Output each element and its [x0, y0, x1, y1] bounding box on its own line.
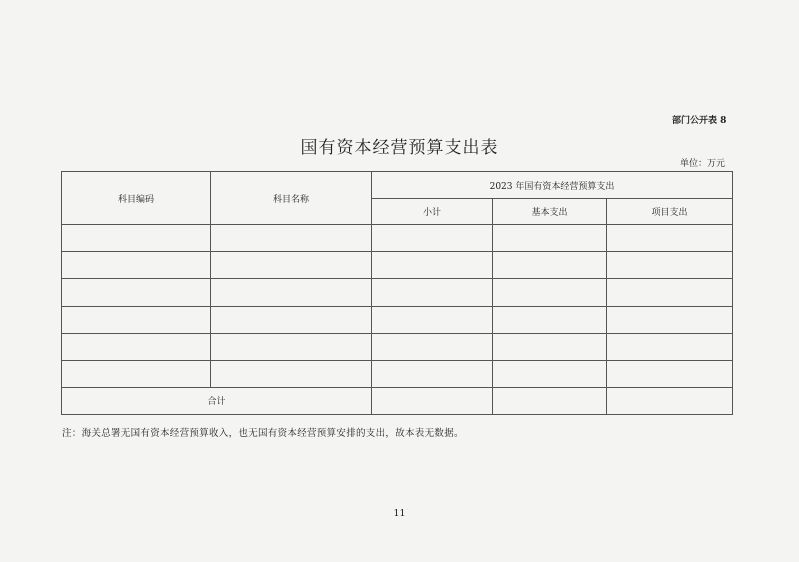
total-label: 合计 — [62, 387, 372, 414]
table-cell — [607, 306, 733, 333]
header-subtotal: 小计 — [372, 199, 493, 225]
header-subject-code: 科目编码 — [62, 172, 211, 225]
page-title: 国有资本经营预算支出表 — [300, 138, 499, 158]
header-subject-name: 科目名称 — [211, 172, 372, 225]
table-cell — [372, 252, 493, 279]
table-cell — [493, 333, 607, 360]
table-cell — [372, 279, 493, 306]
unit-label: 单位：万元 — [680, 159, 726, 169]
header-project-expenditure: 项目支出 — [607, 199, 733, 225]
page-tag: 部门公开表 8 — [672, 116, 727, 126]
table-cell — [211, 252, 372, 279]
table-cell — [372, 225, 493, 252]
table-cell — [607, 279, 733, 306]
table-row — [62, 306, 733, 333]
table-cell — [211, 279, 372, 306]
table-cell — [493, 360, 607, 387]
table-cell — [607, 252, 733, 279]
table-cell — [607, 333, 733, 360]
table-cell — [372, 306, 493, 333]
table-row — [62, 279, 733, 306]
table-cell — [62, 333, 211, 360]
table-cell — [372, 333, 493, 360]
table-cell — [607, 225, 733, 252]
table-cell — [372, 387, 493, 414]
table-cell — [372, 360, 493, 387]
table-note: 注：海关总署无国有资本经营预算收入，也无国有资本经营预算安排的支出，故本表无数据。 — [62, 428, 464, 439]
table-cell — [62, 252, 211, 279]
table-cell — [62, 360, 211, 387]
table-cell — [607, 387, 733, 414]
table-cell — [211, 333, 372, 360]
table-cell — [493, 252, 607, 279]
budget-expenditure-table — [61, 171, 733, 415]
table-row — [62, 225, 733, 252]
table-cell — [211, 306, 372, 333]
header-basic-expenditure: 基本支出 — [493, 199, 607, 225]
table-cell — [607, 360, 733, 387]
table-cell — [211, 360, 372, 387]
table-cell — [211, 225, 372, 252]
table-row — [62, 252, 733, 279]
table-cell — [493, 306, 607, 333]
table-row — [62, 360, 733, 387]
table-cell — [493, 279, 607, 306]
total-row — [62, 387, 733, 414]
table-cell — [493, 225, 607, 252]
table-cell — [62, 279, 211, 306]
table-row — [62, 333, 733, 360]
table-cell — [62, 225, 211, 252]
table-cell — [62, 306, 211, 333]
table-cell — [493, 387, 607, 414]
page-number: 11 — [393, 508, 406, 519]
header-budget-group: 2023 年国有资本经营预算支出 — [372, 172, 733, 199]
